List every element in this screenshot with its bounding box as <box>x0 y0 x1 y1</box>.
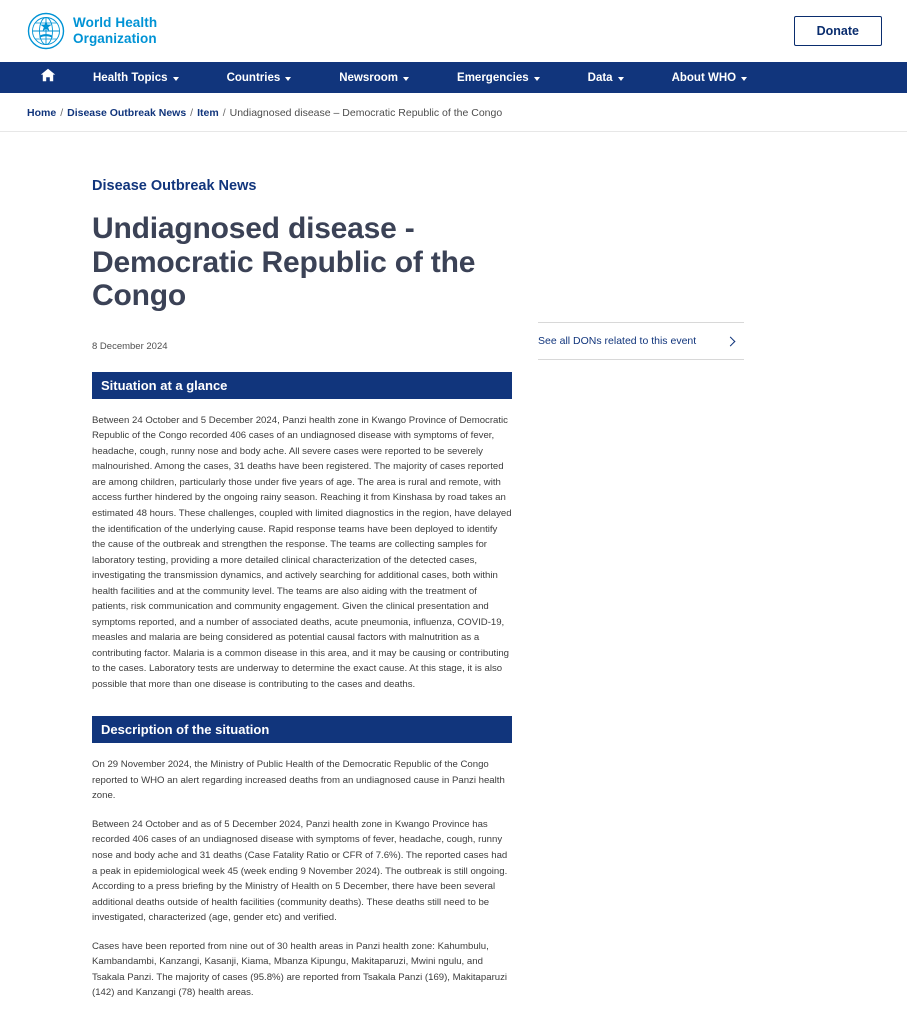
nav-label: Data <box>587 71 613 84</box>
nav-label: Emergencies <box>457 71 529 84</box>
main-navigation <box>0 62 907 93</box>
nav-label: Newsroom <box>339 71 399 84</box>
brand-line-1: World Health <box>73 15 158 31</box>
page-content <box>0 132 907 1025</box>
chevron-down-icon <box>618 77 624 81</box>
section-paragraph: Between 24 October and as of 5 December 2024, Panzi health zone in Kwango Province has recorded 406 cases of an undiagnosed disease with symptoms of fever, headache, cough, runny nose and body ache and 31 deaths (Case Fatality Ratio or CFR of 7.6%). The reported cases had a peak in epidemiological week 45 (week ending 9 November 2024). The outbreak is still ongoing. According to a press briefing by the Ministry of Health on 5 December, there have been several additional deaths outside of health facilities (community deaths). These deaths still need to be investigated, characterized (age, gender etc) and verified. <box>92 818 508 924</box>
sidebar <box>538 178 744 1025</box>
nav-item-data[interactable] <box>564 62 648 93</box>
chevron-down-icon <box>285 77 291 81</box>
nav-home-button[interactable] <box>27 62 69 93</box>
section-paragraph: Between 24 October and 5 December 2024, Panzi health zone in Kwango Province of Democratic Republic of the Congo recorded 406 cases of an undiagnosed disease with symptoms of fever, headache, cough, runny nose and body ache. All severe cases were reported to be severely malnourished. Among the cases, 31 deaths have been registered. The majority of cases reported are among children, particularly those under five years of age. The area is rural and remote, with access further hindered by the ongoing rainy season. Reaching it from Kinshasa by road takes an estimated 48 hours. These challenges, coupled with limited diagnostics in the region, have delayed the identification of the underlying cause. Rapid response teams have been deployed to identify the cause of the outbreak and strengthen the response. The teams are collecting samples for laboratory testing, providing a more detailed clinical characterization of the detected cases, investigating the transmission dynamics, and actively searching for additional cases, both within health facilities and at the community level. The teams are also aiding with the treatment of patients, risk communication and community engagement. Given the clinical presentation and symptoms reported, and a number of associated deaths, acute pneumonia, influenza, COVID-19, measles and malaria are being considered as potential causal factors with malnutrition as a contributing factor. Malaria is a common disease in this area, and it may be causing or contributing to the cases. Laboratory tests are underway to determine the exact cause. At this stage, it is also possible that more than one disease is contributing to the cases and deaths. <box>92 414 512 690</box>
who-brand-text <box>73 15 157 47</box>
nav-item-newsroom[interactable] <box>315 62 433 93</box>
donate-button[interactable]: Donate <box>794 16 882 46</box>
brand-line-2: Organization <box>73 31 157 46</box>
chevron-down-icon <box>741 77 747 81</box>
breadcrumb-item-current: Undiagnosed disease – Democratic Republic of the Congo <box>229 107 503 119</box>
nav-label: Countries <box>226 71 281 84</box>
site-header <box>0 0 907 62</box>
breadcrumb-separator: / <box>60 107 64 119</box>
breadcrumb <box>0 93 907 132</box>
section-heading: Description of the situation <box>92 716 512 743</box>
article-column <box>92 178 512 1025</box>
who-brand[interactable] <box>27 12 157 50</box>
article-eyebrow: Disease Outbreak News <box>92 178 257 194</box>
section-description-of-the-situation <box>92 716 512 1000</box>
breadcrumb-item-item[interactable]: Item <box>197 107 219 119</box>
nav-item-countries[interactable] <box>203 62 316 93</box>
breadcrumb-separator: / <box>222 107 226 119</box>
publication-date: 8 December 2024 <box>92 340 168 352</box>
breadcrumb-item-disease-outbreak-news[interactable]: Disease Outbreak News <box>67 107 187 119</box>
chevron-down-icon <box>173 77 179 81</box>
breadcrumb-item-home[interactable]: Home <box>27 107 57 119</box>
chevron-right-icon <box>726 336 736 346</box>
section-heading: Situation at a glance <box>92 372 512 399</box>
who-logo <box>27 12 65 50</box>
nav-label: About WHO <box>671 71 737 84</box>
chevron-down-icon <box>403 77 409 81</box>
section-situation-at-a-glance <box>92 372 512 693</box>
home-icon <box>40 68 56 87</box>
nav-item-health-topics[interactable] <box>69 62 203 93</box>
chevron-down-icon <box>534 77 540 81</box>
section-paragraph: Cases have been reported from nine out of 30 health areas in Panzi health zone: Kahumbulu, Kambandambi, Kanzangi, Kasanji, Kiama, Mbanza Kipungu, Makitaparuzi, Mwini ngulu, and Tsakala Panzi. The majority of cases (95.8%) are reported from Tsakala Panzi (169), Makitaparuzi (142) and Kanzangi (78) health areas. <box>92 940 508 999</box>
related-dons-label: See all DONs related to this event <box>538 335 697 347</box>
breadcrumb-separator: / <box>190 107 194 119</box>
section-paragraph: On 29 November 2024, the Ministry of Public Health of the Democratic Republic of the Congo reported to WHO an alert regarding increased deaths from an undiagnosed cause in Panzi health zone. <box>92 759 505 802</box>
nav-item-about-who[interactable] <box>648 62 772 93</box>
page-title: Undiagnosed disease - Democratic Republic of the Congo <box>92 212 476 313</box>
related-dons-link[interactable] <box>538 322 744 360</box>
nav-label: Health Topics <box>93 71 168 84</box>
nav-item-emergencies[interactable] <box>433 62 564 93</box>
